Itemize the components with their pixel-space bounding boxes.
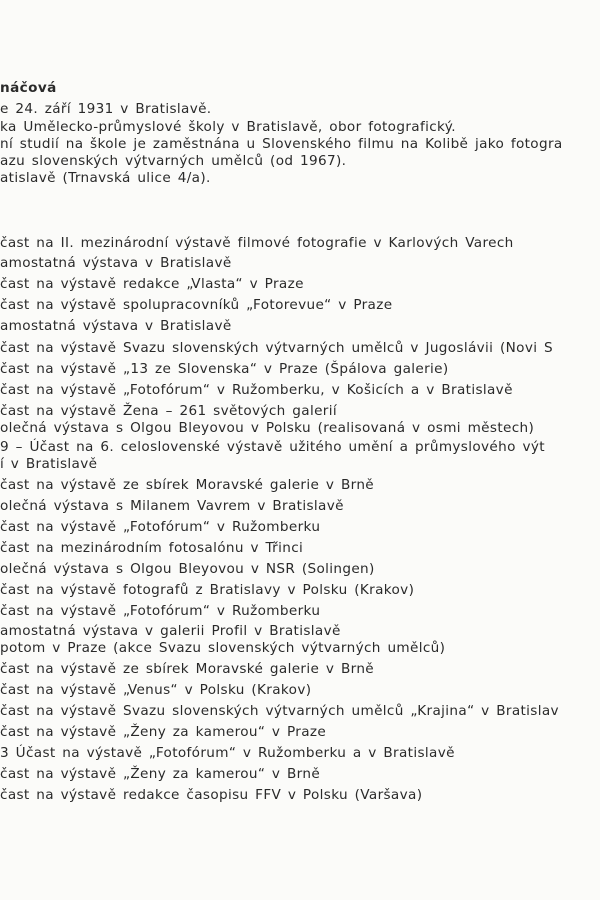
exhibition-item: 9 – Účast na 6. celoslovenské výstavě užitého umění a průmyslového výt	[0, 439, 545, 455]
exhibition-item: čast na výstavě ze sbírek Moravské galerie v Brně	[0, 477, 375, 493]
exhibition-item: čast na výstavě redakce časopisu FFV v Polsku (Varšava)	[0, 787, 423, 803]
exhibition-item: olečná výstava s Olgou Bleyovou v NSR (Solingen)	[0, 561, 375, 577]
exhibition-item: amostatná výstava v Bratislavě	[0, 255, 232, 271]
bio-line: atislavě (Trnavská ulice 4/a).	[0, 170, 211, 186]
exhibition-item: čast na mezinárodním fotosalónu v Třinci	[0, 540, 304, 556]
exhibition-item: olečná výstava s Milanem Vavrem v Bratislavě	[0, 498, 344, 514]
exhibition-item: čast na výstavě redakce „Vlasta“ v Praze	[0, 276, 304, 292]
exhibition-item: čast na II. mezinárodní výstavě filmové fotografie v Karlových Varech	[0, 235, 514, 251]
exhibition-item: čast na výstavě ze sbírek Moravské galerie v Brně	[0, 661, 375, 677]
bio-line: ní studií na škole je zaměstnána u Slovenského filmu na Kolibě jako fotogra	[0, 136, 563, 152]
exhibition-item: čast na výstavě „Fotofórum“ v Ružomberku	[0, 603, 321, 619]
exhibition-item: 3 Účast na výstavě „Fotofórum“ v Ružomberku a v Bratislavě	[0, 745, 455, 761]
exhibition-item: amostatná výstava v Bratislavě	[0, 318, 232, 334]
exhibition-item: olečná výstava s Olgou Bleyovou v Polsku (realisovaná v osmi městech)	[0, 420, 535, 436]
exhibition-item: čast na výstavě „Fotofórum“ v Ružomberku	[0, 519, 321, 535]
exhibition-item: čast na výstavě Žena – 261 světových galerií	[0, 403, 337, 419]
exhibition-item: čast na výstavě „Ženy za kamerou“ v Praze	[0, 724, 327, 740]
exhibition-item: čast na výstavě „Ženy za kamerou“ v Brně	[0, 766, 321, 782]
exhibition-item: čast na výstavě Svazu slovenských výtvarných umělců v Jugoslávii (Novi S	[0, 340, 553, 356]
exhibition-item: čast na výstavě „Venus“ v Polsku (Krakov)	[0, 682, 312, 698]
document-title: náčová	[0, 80, 57, 96]
bio-line: ka Umělecko-průmyslové školy v Bratislavě, obor fotografický.	[0, 119, 456, 135]
exhibition-item: potom v Praze (akce Svazu slovenských výtvarných umělců)	[0, 640, 446, 656]
exhibition-item: amostatná výstava v galerii Profil v Bratislavě	[0, 623, 341, 639]
bio-line: azu slovenských výtvarných umělců (od 1967).	[0, 153, 347, 169]
exhibition-item: čast na výstavě Svazu slovenských výtvarných umělců „Krajina“ v Bratislav	[0, 703, 559, 719]
exhibition-item: čast na výstavě fotografů z Bratislavy v Polsku (Krakov)	[0, 582, 415, 598]
exhibition-item: í v Bratislavě	[0, 456, 98, 472]
exhibition-item: čast na výstavě spolupracovníků „Fotorevue“ v Praze	[0, 297, 393, 313]
bio-line: e 24. září 1931 v Bratislavě.	[0, 101, 212, 117]
exhibition-item: čast na výstavě „13 ze Slovenska“ v Praze (Špálova galerie)	[0, 361, 449, 377]
exhibition-item: čast na výstavě „Fotofórum“ v Ružomberku, v Košicích a v Bratislavě	[0, 382, 513, 398]
